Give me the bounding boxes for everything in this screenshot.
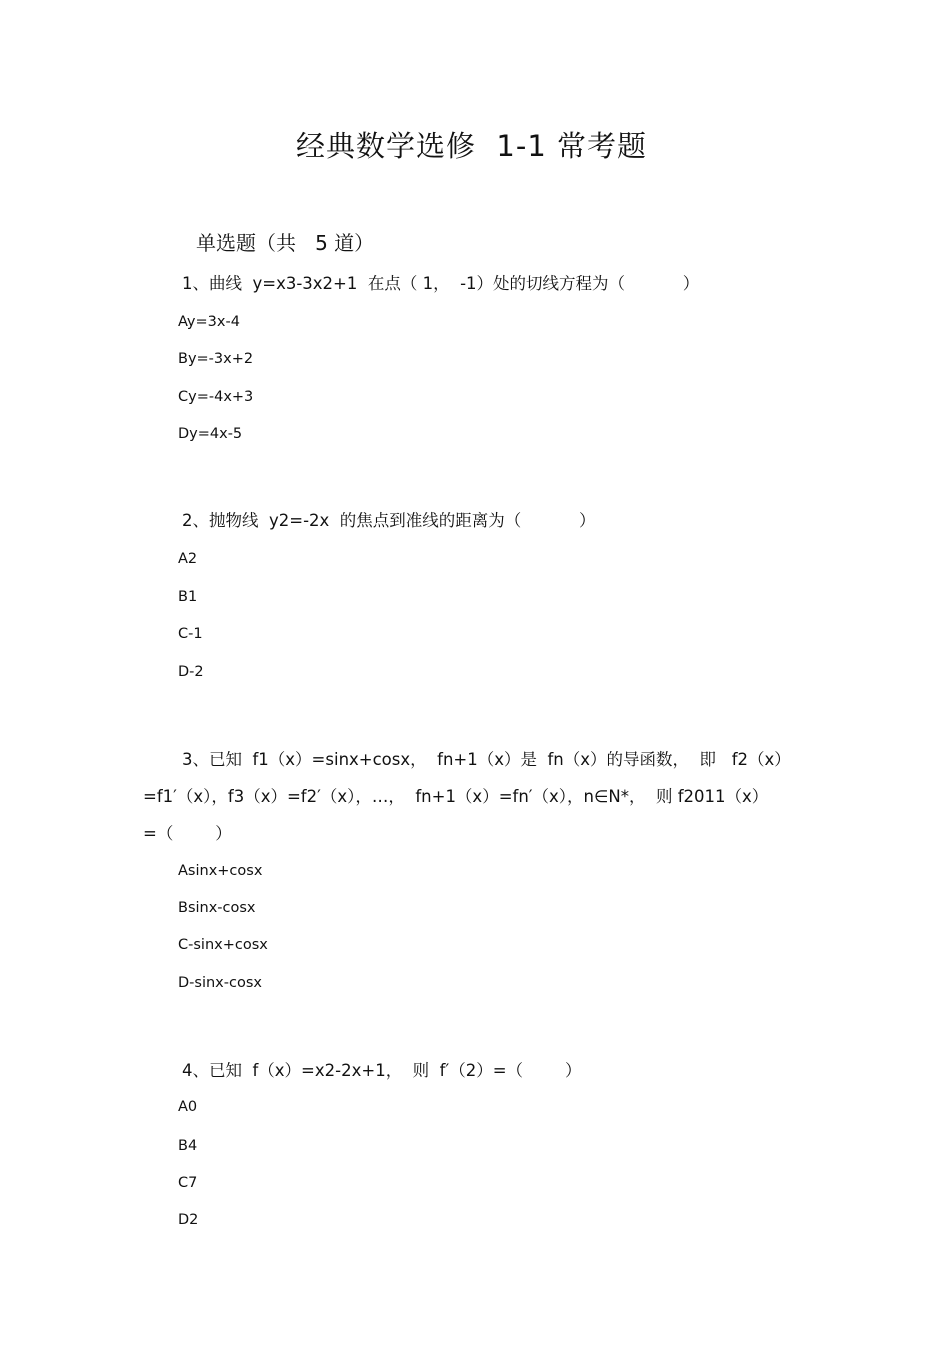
question-4-option-d: D2 (178, 1212, 199, 1228)
question-3-option-c: C-sinx+cosx (178, 937, 268, 953)
question-1-option-d: Dy=4x-5 (178, 426, 243, 442)
question-2-option-a: A2 (178, 551, 198, 567)
question-3-stem-line-1: 3、已知 f1（x）=sinx+cosx， fn+1（x）是 fn（x）的导函数， 即 f2（x） (182, 750, 791, 769)
question-4-stem: 4、已知 f（x）=x2-2x+1， 则 f′（2）=（ ） (182, 1061, 582, 1080)
page-title: 经典数学选修 1-1 常考题 (295, 129, 648, 163)
question-4-option-a: A0 (178, 1099, 198, 1115)
question-3-stem-line-2: =f1′（x），f3（x）=f2′（x），…， fn+1（x）=fn′（x），n∈N*， 则 f2011（x） (143, 787, 769, 806)
question-4-option-b: B4 (178, 1138, 198, 1154)
question-2-option-b: B1 (178, 589, 198, 605)
question-3-option-b: Bsinx-cosx (178, 900, 256, 916)
question-3-option-a: Asinx+cosx (178, 863, 263, 879)
question-2-option-d: D-2 (178, 664, 204, 680)
question-2-option-c: C-1 (178, 626, 203, 642)
question-3-stem-line-3: =（ ） (143, 824, 232, 843)
question-4-option-c: C7 (178, 1175, 198, 1191)
question-2-stem: 2、抛物线 y2=-2x 的焦点到准线的距离为（ ） (182, 511, 596, 530)
question-1-option-c: Cy=-4x+3 (178, 389, 254, 405)
question-1-option-a: Ay=3x-4 (178, 314, 240, 330)
question-3-option-d: D-sinx-cosx (178, 975, 262, 991)
question-1-option-b: By=-3x+2 (178, 351, 254, 367)
section-heading: 单选题（共 5 道） (196, 231, 375, 255)
question-1-stem: 1、曲线 y=x3-3x2+1 在点（ 1， -1）处的切线方程为（ ） (182, 274, 700, 293)
